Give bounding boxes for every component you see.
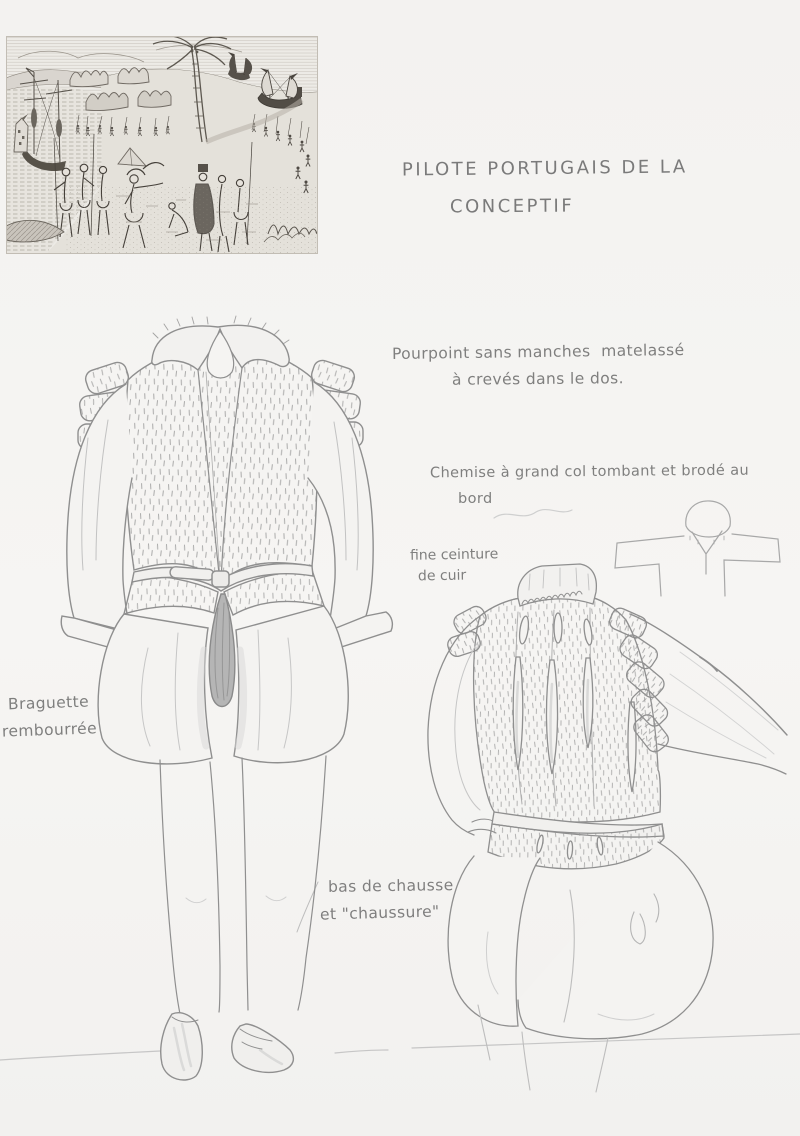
legs [160, 756, 326, 1014]
annotation-braguette-line2: rembourrée [1, 719, 98, 741]
breeches-back [448, 842, 713, 1039]
annotation-pourpoint-line1: Pourpoint sans manches matelassé [391, 340, 685, 364]
page-title-line1: PILOTE PORTUGAIS DE LA [401, 156, 688, 181]
annotation-chemise-line1: Chemise à grand col tombant et brodé au [429, 462, 750, 482]
annotation-pourpoint-line2: à crevés dans le dos. [451, 369, 624, 389]
shoes [161, 1013, 294, 1080]
annotation-ceinture-line2: de cuir [417, 567, 467, 585]
shirt-sleeve-left [61, 384, 132, 652]
annotation-chausse-line1: bas de chausse [327, 876, 454, 896]
annotation-braguette-line1: Braguette [7, 692, 90, 714]
doublet-back-sketch [418, 552, 800, 1100]
annotation-chemise-line2: bord [458, 491, 493, 507]
annotation-chausse-line2: et "chaussure" [319, 902, 440, 924]
belt-strap [170, 566, 215, 580]
belt-buckle [212, 571, 229, 587]
doublet-front-sketch [28, 298, 420, 1100]
page-title-line2: CONCEPTIF [449, 195, 575, 218]
annotation-ceinture-line1: fine ceinture [409, 546, 499, 564]
